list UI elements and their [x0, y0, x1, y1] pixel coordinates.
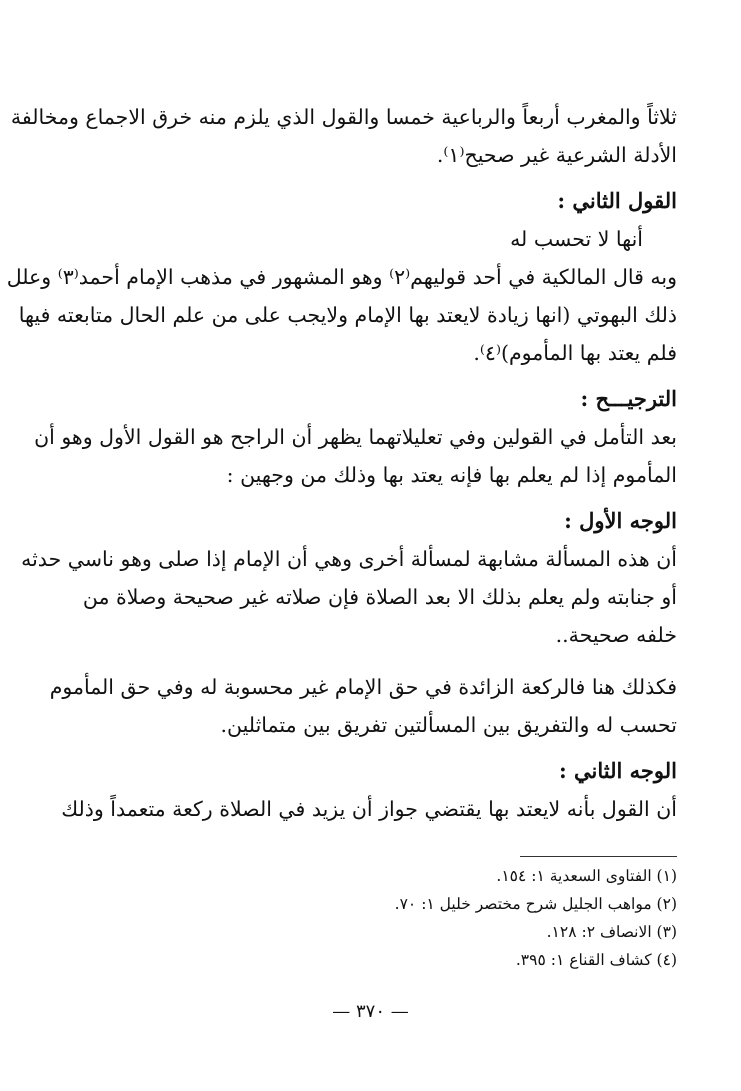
text-line: خلفه صحيحة..: [555, 623, 677, 647]
footnote: (٢) مواهب الجليل شرح مختصر خليل ١: ٧٠.: [394, 895, 677, 913]
text-line: الأدلة الشرعية غير صحيح⁽١⁾.: [436, 143, 677, 167]
page-number: — ٣٧٠ —: [332, 1001, 409, 1022]
section-heading: الترجيـــح :: [580, 386, 677, 411]
footnote: (١) الفتاوى السعدية ١: ١٥٤.: [496, 867, 677, 885]
text-line: المأموم إذا لم يعلم بها فإنه يعتد بها وذلك من وجهين :: [226, 463, 677, 487]
text-line: تحسب له والتفريق بين المسألتين تفريق بين متماثلين.: [220, 713, 677, 737]
text-line: أن هذه المسألة مشابهة لمسألة أخرى وهي أن الإمام إذا صلى وهو ناسي حدثه: [21, 547, 677, 571]
text-line: أن القول بأنه لايعتد بها يقتضي جواز أن يزيد في الصلاة ركعة متعمداً وذلك: [61, 797, 677, 821]
section-heading: الوجه الثاني :: [558, 758, 677, 783]
text-line: وبه قال المالكية في أحد قوليهم⁽٢⁾ وهو المشهور في مذهب الإمام أحمد⁽٣⁾ وعلل: [6, 265, 677, 289]
main-text: [6, 98, 677, 828]
text-line: فلم يعتد بها المأموم)⁽٤⁾.: [473, 341, 677, 365]
footnotes: [300, 862, 677, 974]
text-line: ذلك البهوتي (انها زيادة لايعتد بها الإمام ولايجب على من علم الحال متابعته فيها: [18, 303, 677, 327]
text-line: فكذلك هنا فالركعة الزائدة في حق الإمام غير محسوبة له وفي حق المأموم: [49, 675, 677, 699]
footnote: (٣) الانصاف ٢: ١٢٨.: [546, 923, 677, 941]
footnote-divider: [520, 856, 677, 857]
footnote: (٤) كشاف القناع ١: ٣٩٥.: [515, 951, 677, 969]
section-heading: القول الثاني :: [557, 188, 677, 213]
text-line: بعد التأمل في القولين وفي تعليلاتهما يظهر أن الراجح هو القول الأول وهو أن: [34, 425, 677, 449]
text-line: أنها لا تحسب له: [510, 227, 643, 251]
text-line: ثلاثاً والمغرب أربعاً والرباعية خمسا والقول الذي يلزم منه خرق الاجماع ومخالفة: [10, 105, 677, 129]
section-heading: الوجه الأول :: [564, 508, 677, 533]
text-line: أو جنابته ولم يعلم بذلك الا بعد الصلاة فإن صلاته غير صحيحة وصلاة من: [82, 585, 677, 609]
